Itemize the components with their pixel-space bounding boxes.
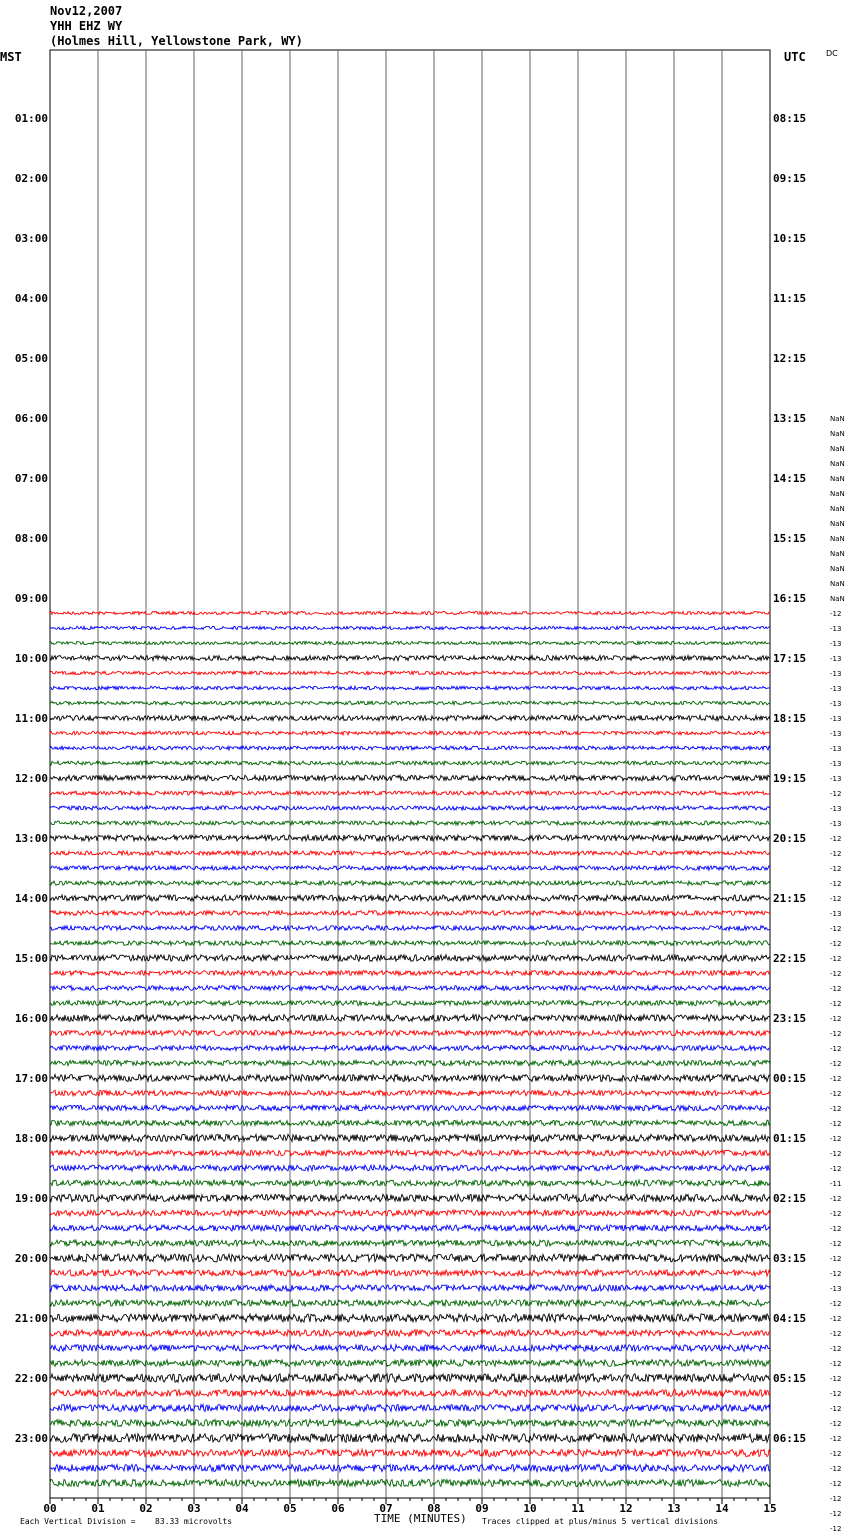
x-tick-label: 04 [235, 1502, 249, 1515]
left-hour-label: 13:00 [14, 832, 48, 845]
seismic-trace-row-82 [50, 1285, 770, 1291]
right-timezone-label: UTC [784, 50, 806, 64]
seismic-trace-row-49 [50, 791, 770, 795]
left-hour-label: 21:00 [14, 1312, 48, 1325]
row-value-label: -12 [830, 1360, 842, 1368]
trace-series [50, 611, 770, 1486]
right-hour-label: 15:15 [773, 532, 807, 545]
x-tick-label: 14 [715, 1502, 729, 1515]
row-value-label: NaN [830, 490, 845, 498]
right-hour-label: 02:15 [773, 1192, 807, 1205]
row-value-label: -12 [830, 1105, 842, 1113]
seismic-trace-row-74 [50, 1165, 770, 1171]
seismic-trace-row-72 [50, 1134, 770, 1141]
x-tick-label: 12 [619, 1502, 633, 1515]
row-value-label: -12 [830, 1315, 842, 1323]
seismic-trace-row-50 [50, 806, 770, 810]
right-hour-label: 03:15 [773, 1252, 807, 1265]
row-value-label: -12 [830, 1165, 842, 1173]
seismic-trace-row-41 [50, 671, 770, 674]
seismic-trace-row-58 [50, 926, 770, 931]
row-value-label: -12 [830, 985, 842, 993]
seismic-trace-row-79 [50, 1240, 770, 1246]
row-value-label: NaN [830, 565, 845, 573]
left-hour-label: 11:00 [14, 712, 48, 725]
row-value-label: -12 [830, 1015, 842, 1023]
right-hour-label: 18:15 [773, 712, 807, 725]
right-hour-label: 21:15 [773, 892, 807, 905]
row-value-label: -12 [830, 925, 842, 933]
row-value-label: -12 [830, 1195, 842, 1203]
row-value-label: -13 [830, 655, 842, 663]
row-value-label: -12 [830, 1375, 842, 1383]
row-value-label: -12 [830, 850, 842, 858]
seismic-trace-row-45 [50, 731, 770, 735]
seismic-trace-row-59 [50, 941, 770, 946]
row-value-label: -12 [830, 1480, 842, 1488]
right-hour-label: 05:15 [773, 1372, 807, 1385]
seismic-trace-row-89 [50, 1390, 770, 1397]
row-value-label: NaN [830, 520, 845, 528]
row-value-label: -12 [830, 1510, 842, 1518]
x-tick-label: 03 [187, 1502, 201, 1515]
seismic-trace-row-73 [50, 1150, 770, 1156]
left-hour-label: 14:00 [14, 892, 48, 905]
left-hour-label: 20:00 [14, 1252, 48, 1265]
seismic-trace-row-44 [50, 715, 770, 720]
left-hour-label: 19:00 [14, 1192, 48, 1205]
row-value-label: -12 [830, 1495, 842, 1503]
x-tick-label: 06 [331, 1502, 345, 1515]
seismic-trace-row-51 [50, 821, 770, 825]
right-hour-label: 22:15 [773, 952, 807, 965]
row-value-label: -12 [830, 1450, 842, 1458]
seismic-trace-row-39 [50, 641, 770, 644]
right-hour-label: 06:15 [773, 1432, 807, 1445]
right-hour-label: 00:15 [773, 1072, 807, 1085]
row-value-label: -12 [830, 1090, 842, 1098]
left-hour-label: 01:00 [14, 112, 48, 125]
row-value-label: -12 [830, 1525, 842, 1533]
x-tick-label: 13 [667, 1502, 681, 1515]
seismic-trace-row-56 [50, 895, 770, 901]
row-value-label: -12 [830, 1390, 842, 1398]
row-value-label: -12 [830, 1225, 842, 1233]
row-value-label: -12 [830, 1030, 842, 1038]
row-value-label: -13 [830, 910, 842, 918]
right-hour-label: 17:15 [773, 652, 807, 665]
row-value-label: -13 [830, 760, 842, 768]
row-value-label: -12 [830, 940, 842, 948]
left-hour-label: 12:00 [14, 772, 48, 785]
row-value-label: -12 [830, 1240, 842, 1248]
row-value-label: -12 [830, 1465, 842, 1473]
right-hour-label: 14:15 [773, 472, 807, 485]
seismic-trace-row-66 [50, 1045, 770, 1050]
seismic-trace-row-47 [50, 761, 770, 765]
row-value-label: -12 [830, 1000, 842, 1008]
x-tick-label: 10 [523, 1502, 537, 1515]
x-tick-label: 00 [43, 1502, 57, 1515]
x-tick-label: 05 [283, 1502, 297, 1515]
row-value-label: -13 [830, 685, 842, 693]
seismic-trace-row-83 [50, 1300, 770, 1306]
seismic-trace-row-85 [50, 1330, 770, 1337]
x-axis-label: TIME (MINUTES) [374, 1512, 467, 1525]
row-value-label: -13 [830, 670, 842, 678]
row-value-label: -13 [830, 625, 842, 633]
seismic-trace-row-81 [50, 1270, 770, 1276]
seismic-trace-row-46 [50, 746, 770, 750]
left-hour-label: 03:00 [14, 232, 48, 245]
row-value-label: -12 [830, 1330, 842, 1338]
row-value-label: NaN [830, 550, 845, 558]
seismic-trace-row-70 [50, 1105, 770, 1110]
chart-grid [50, 50, 770, 1498]
footer-division-label: Each Vertical Division = [20, 1517, 136, 1526]
row-value-label: -12 [830, 1405, 842, 1413]
seismic-trace-row-65 [50, 1030, 770, 1035]
left-hour-label: 06:00 [14, 412, 48, 425]
seismic-trace-row-71 [50, 1120, 770, 1126]
row-value-label: -12 [830, 1210, 842, 1218]
right-hour-label: 09:15 [773, 172, 807, 185]
seismic-trace-row-40 [50, 656, 770, 661]
row-value-label: -13 [830, 775, 842, 783]
row-value-label: -12 [830, 1060, 842, 1068]
seismic-trace-row-75 [50, 1180, 770, 1186]
row-value-label: -12 [830, 970, 842, 978]
row-value-label: -12 [830, 1270, 842, 1278]
left-hour-label: 10:00 [14, 652, 48, 665]
row-value-label: -12 [830, 610, 842, 618]
seismic-trace-row-88 [50, 1374, 770, 1382]
row-value-label: NaN [830, 475, 845, 483]
row-value-label: -12 [830, 880, 842, 888]
row-value-label: -13 [830, 730, 842, 738]
left-hour-label: 04:00 [14, 292, 48, 305]
seismic-trace-row-67 [50, 1060, 770, 1065]
left-timezone-label: MST [0, 50, 22, 64]
seismic-trace-row-95 [50, 1479, 770, 1486]
left-hour-label: 15:00 [14, 952, 48, 965]
right-hour-label: 23:15 [773, 1012, 807, 1025]
left-hour-label: 02:00 [14, 172, 48, 185]
row-value-label: -13 [830, 820, 842, 828]
row-value-label: -12 [830, 1120, 842, 1128]
row-value-label: NaN [830, 535, 845, 543]
seismic-trace-row-62 [50, 986, 770, 991]
seismic-trace-row-76 [50, 1194, 770, 1202]
row-value-label: -11 [830, 1180, 842, 1188]
right-hour-label: 04:15 [773, 1312, 807, 1325]
row-value-label: NaN [830, 460, 845, 468]
row-value-label: NaN [830, 505, 845, 513]
header-location: (Holmes Hill, Yellowstone Park, WY) [50, 34, 303, 48]
row-value-label: NaN [830, 580, 845, 588]
row-value-label: -12 [830, 835, 842, 843]
row-value-label: -13 [830, 640, 842, 648]
seismic-trace-row-38 [50, 626, 770, 629]
right-hour-label: 19:15 [773, 772, 807, 785]
right-hour-label: 16:15 [773, 592, 807, 605]
seismic-trace-row-86 [50, 1345, 770, 1352]
row-value-label: -13 [830, 715, 842, 723]
seismic-trace-row-42 [50, 686, 770, 690]
seismic-trace-row-55 [50, 881, 770, 885]
seismic-trace-row-68 [50, 1075, 770, 1082]
seismic-trace-row-78 [50, 1225, 770, 1231]
header-station: YHH EHZ WY [50, 19, 123, 33]
x-tick-label: 15 [763, 1502, 777, 1515]
seismic-trace-row-61 [50, 971, 770, 976]
x-tick-label: 07 [379, 1502, 393, 1515]
seismic-trace-row-69 [50, 1090, 770, 1095]
right-hour-label: 01:15 [773, 1132, 807, 1145]
row-value-label: -12 [830, 1435, 842, 1443]
seismic-trace-row-94 [50, 1464, 770, 1471]
seismic-trace-row-37 [50, 611, 770, 614]
dc-label: DC [826, 49, 838, 58]
row-value-label: -13 [830, 1285, 842, 1293]
x-tick-label: 02 [139, 1502, 153, 1515]
right-hour-label: 12:15 [773, 352, 807, 365]
seismic-trace-row-93 [50, 1449, 770, 1456]
left-hour-label: 16:00 [14, 1012, 48, 1025]
row-value-label: NaN [830, 430, 845, 438]
plot-frame [50, 50, 770, 1498]
seismic-trace-row-60 [50, 955, 770, 961]
seismic-trace-row-53 [50, 851, 770, 855]
row-value-label: -13 [830, 700, 842, 708]
seismic-trace-row-80 [50, 1254, 770, 1262]
right-hour-label: 20:15 [773, 832, 807, 845]
row-value-label: -12 [830, 895, 842, 903]
left-hour-label: 18:00 [14, 1132, 48, 1145]
row-value-label: -12 [830, 1045, 842, 1053]
row-value-label: -12 [830, 1150, 842, 1158]
left-hour-label: 07:00 [14, 472, 48, 485]
right-hour-label: 10:15 [773, 232, 807, 245]
row-value-label: -12 [830, 1300, 842, 1308]
left-hour-label: 08:00 [14, 532, 48, 545]
seismic-trace-row-52 [50, 835, 770, 841]
seismic-trace-row-90 [50, 1405, 770, 1412]
row-value-label: -12 [830, 1075, 842, 1083]
footer-microvolts-label: 83.33 microvolts [155, 1517, 233, 1526]
seismic-trace-row-87 [50, 1360, 770, 1367]
right-hour-label: 13:15 [773, 412, 807, 425]
row-value-label: NaN [830, 415, 845, 423]
seismic-trace-row-57 [50, 911, 770, 916]
row-value-label: -12 [830, 1345, 842, 1353]
row-value-label: -12 [830, 790, 842, 798]
left-hour-label: 22:00 [14, 1372, 48, 1385]
row-value-label: -12 [830, 1135, 842, 1143]
seismic-trace-row-91 [50, 1420, 770, 1427]
x-tick-label: 11 [571, 1502, 585, 1515]
seismic-trace-row-63 [50, 1001, 770, 1006]
seismic-trace-row-54 [50, 866, 770, 870]
row-value-label: NaN [830, 445, 845, 453]
row-value-label: -12 [830, 1420, 842, 1428]
seismic-trace-row-43 [50, 701, 770, 705]
row-value-labels [830, 415, 845, 1534]
row-value-label: -12 [830, 865, 842, 873]
row-value-label: -12 [830, 1255, 842, 1263]
x-tick-label: 09 [475, 1502, 489, 1515]
right-hour-label: 08:15 [773, 112, 807, 125]
seismic-trace-row-64 [50, 1015, 770, 1022]
seismic-trace-row-77 [50, 1210, 770, 1216]
header-date: Nov12,2007 [50, 4, 123, 18]
left-hour-label: 17:00 [14, 1072, 48, 1085]
left-hour-label: 09:00 [14, 592, 48, 605]
seismic-trace-row-92 [50, 1434, 770, 1443]
left-hour-label: 23:00 [14, 1432, 48, 1445]
footer-clip-note: Traces clipped at plus/minus 5 vertical divisions [482, 1517, 719, 1526]
row-value-label: -13 [830, 745, 842, 753]
right-hour-label: 11:15 [773, 292, 807, 305]
x-tick-label: 08 [427, 1502, 441, 1515]
seismic-trace-row-84 [50, 1314, 770, 1322]
left-hour-label: 05:00 [14, 352, 48, 365]
x-tick-label: 01 [91, 1502, 105, 1515]
row-value-label: NaN [830, 595, 845, 603]
row-value-label: -12 [830, 955, 842, 963]
seismic-trace-row-48 [50, 775, 770, 781]
row-value-label: -13 [830, 805, 842, 813]
